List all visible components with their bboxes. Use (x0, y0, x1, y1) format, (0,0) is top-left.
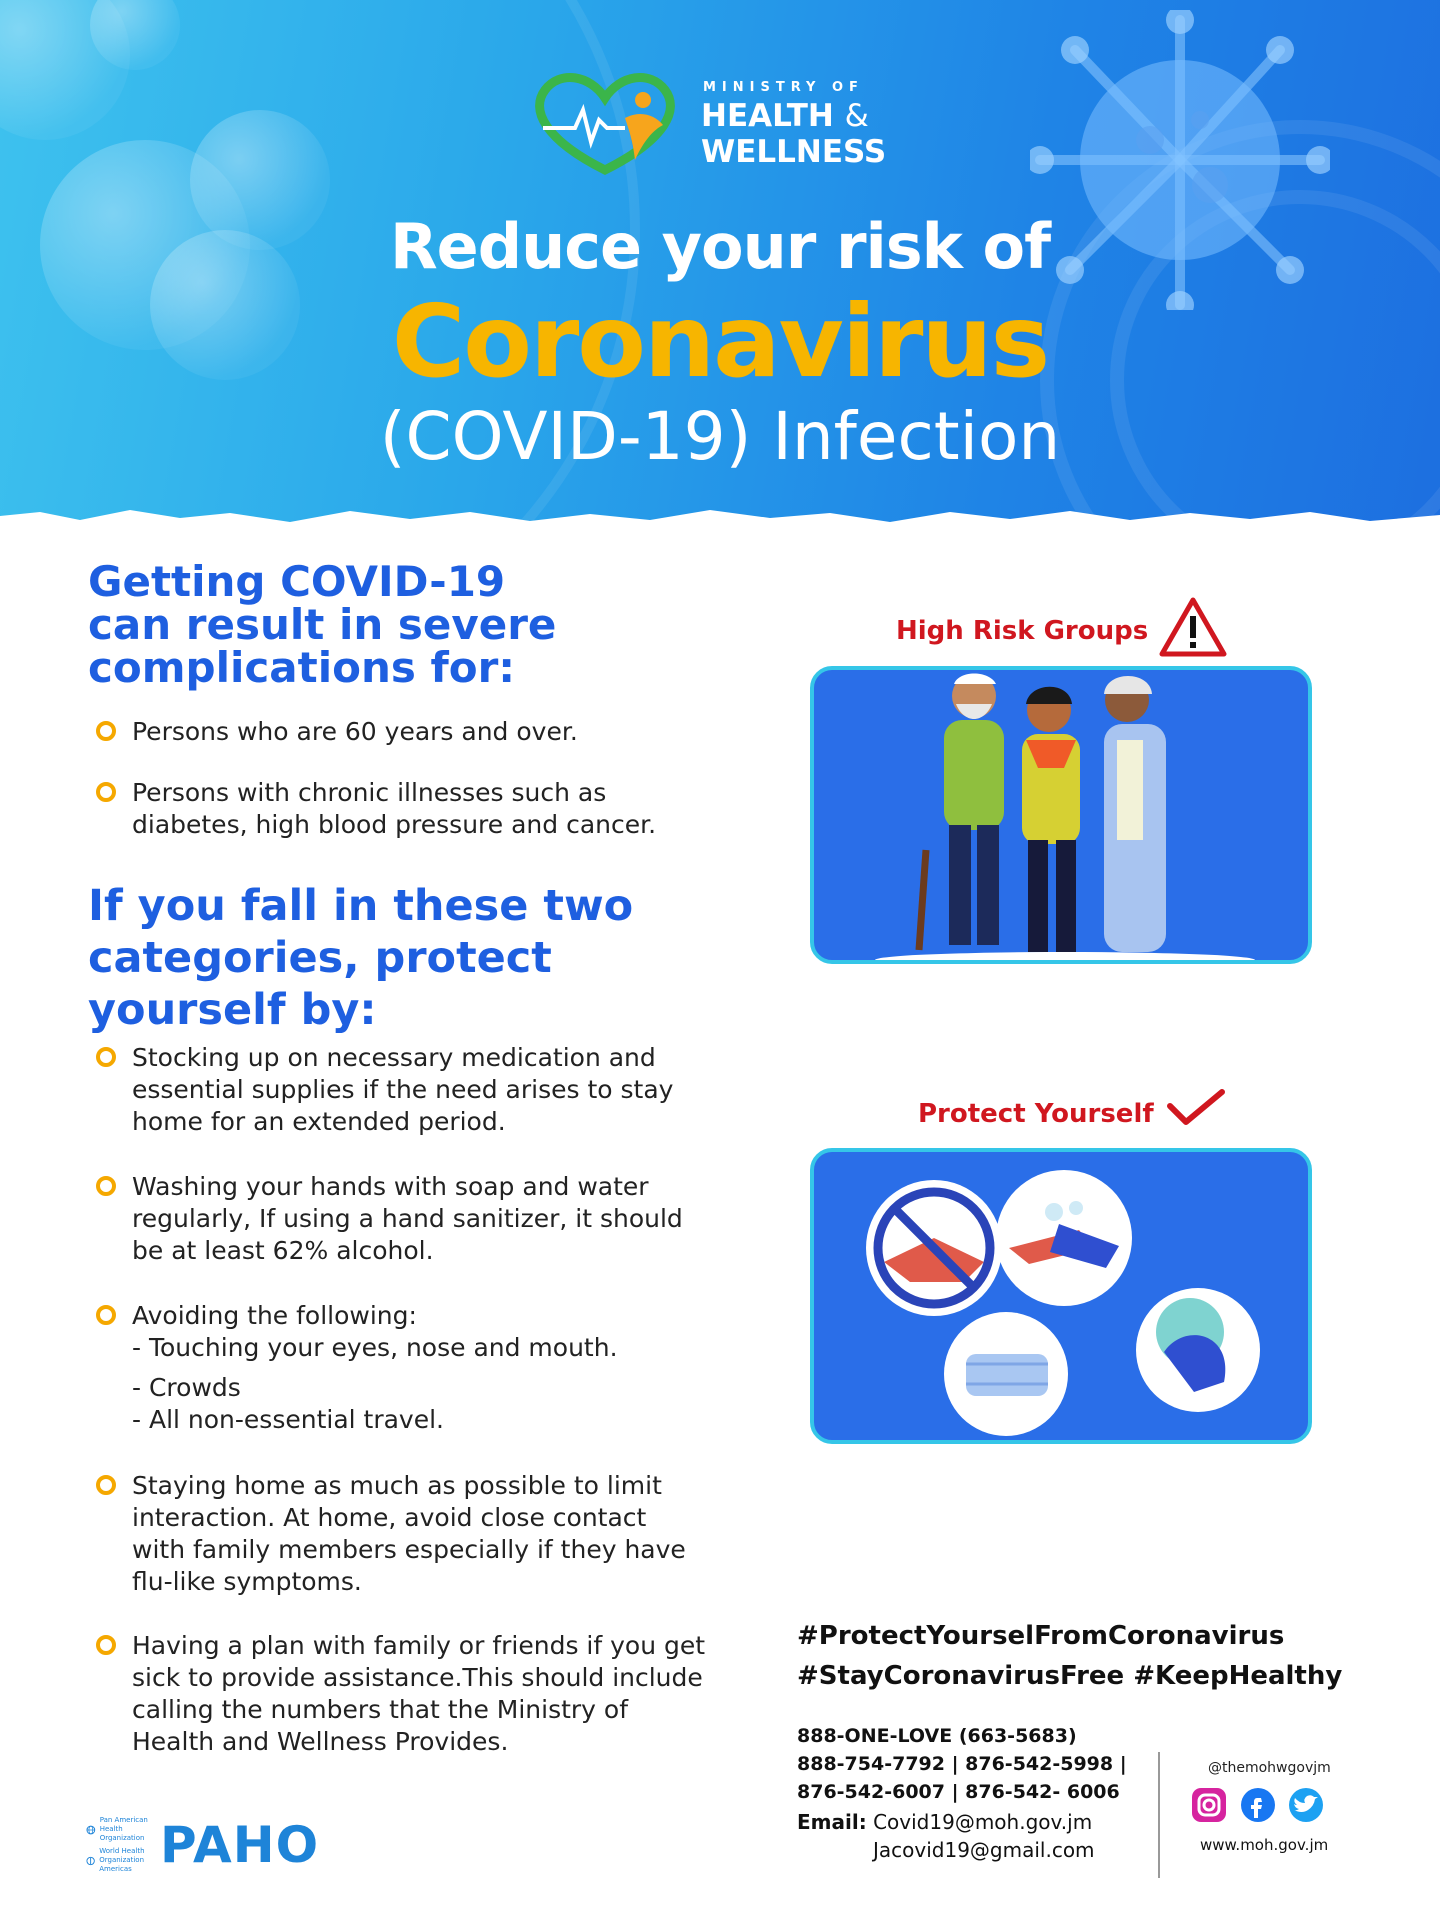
phone-numbers (797, 1722, 1127, 1806)
logo-wellness-word: WELLNESS (701, 134, 887, 170)
list-item-text: essential supplies if the need arises to stay (132, 1075, 674, 1104)
paho-org-name: Pan American Health Organization (99, 1816, 148, 1842)
list-item (96, 777, 736, 841)
list-item-text: - Touching your eyes, nose and mouth. (132, 1333, 618, 1362)
section2-heading-line: yourself by: (88, 985, 377, 1035)
section1-heading-line: complications for: (88, 643, 516, 692)
title-line-2: Coronavirus (391, 283, 1049, 400)
section2-heading-line: categories, protect (88, 933, 552, 983)
bullet-ring-icon (96, 1047, 116, 1067)
warning-icon (1158, 596, 1228, 658)
bullet-ring-icon (96, 721, 116, 741)
logo-health-word: HEALTH (701, 98, 834, 134)
ministry-logo (525, 70, 925, 180)
list-item-text: Washing your hands with soap and water (132, 1172, 649, 1201)
twitter-icon[interactable] (1289, 1788, 1323, 1822)
list-item-text: interaction. At home, avoid close contact (132, 1503, 647, 1532)
title-line-1: Reduce your risk of (389, 210, 1051, 283)
hashtags (797, 1616, 1342, 1696)
list-item-text: - All non-essential travel. (132, 1405, 444, 1434)
bullet-ring-icon (96, 1635, 116, 1655)
heart-logo-icon (525, 70, 685, 180)
logo-health-text (701, 98, 886, 170)
bullet-ring-icon (96, 1305, 116, 1325)
social-icons (1190, 1785, 1330, 1825)
list-item-text: home for an extended period. (132, 1107, 506, 1136)
divider (1158, 1752, 1160, 1878)
list-item-text: Stocking up on necessary medication and (132, 1043, 656, 1072)
torn-edge (0, 482, 1440, 540)
section1-heading (88, 557, 557, 692)
bullet-ring-icon (96, 782, 116, 802)
section1-heading-line: Getting COVID-19 (88, 557, 506, 606)
email-link[interactable]: Jacovid19@gmail.com (873, 1838, 1095, 1862)
email-block (797, 1808, 1095, 1864)
list-item-text: be at least 62% alcohol. (132, 1236, 434, 1265)
logo-ministry-text: MINISTRY OF (703, 80, 864, 95)
list-item-text: - Crowds (132, 1373, 241, 1402)
phone-line: 888-754-7792 | 876-542-5998 | (797, 1753, 1127, 1775)
title-line-3: (COVID-19) Infection (379, 398, 1061, 475)
list-item (96, 1300, 736, 1436)
phone-line: 876-542-6007 | 876-542- 6006 (797, 1781, 1120, 1803)
list-item (96, 1470, 736, 1598)
phone-line: 888-ONE-LOVE (663-5683) (797, 1725, 1077, 1747)
email-label: Email: (797, 1810, 867, 1834)
list-item-text: Avoiding the following: (132, 1301, 417, 1330)
who-org-name: World Health Organization Americas (99, 1847, 145, 1873)
list-item (96, 1042, 736, 1138)
section1-heading-line: can result in severe (88, 600, 557, 649)
website-link[interactable]: www.moh.gov.jm (1200, 1836, 1329, 1854)
globe-icon (86, 1820, 96, 1840)
checkmark-icon (1166, 1088, 1226, 1128)
list-item-text: flu-like symptoms. (132, 1567, 362, 1596)
hashtag-line: #ProtectYourselFromCoronavirus (797, 1621, 1285, 1651)
header-banner (0, 0, 1440, 540)
list-item-text: regularly, If using a hand sanitizer, it should (132, 1204, 683, 1233)
facebook-icon[interactable] (1241, 1788, 1275, 1822)
section2-heading-line: If you fall in these two (88, 881, 634, 931)
who-icon (86, 1851, 95, 1871)
protect-caption: Protect Yourself (918, 1099, 1154, 1129)
list-item (96, 1630, 736, 1758)
risk-group-illustration (814, 670, 1312, 964)
list-item (96, 1171, 736, 1267)
list-item (96, 716, 736, 748)
instagram-icon[interactable] (1192, 1788, 1226, 1822)
list-item-text: with family members especially if they have (132, 1535, 686, 1564)
paho-wordmark: PAHO (160, 1816, 320, 1874)
risk-caption: High Risk Groups (896, 616, 1149, 646)
list-item-text: diabetes, high blood pressure and cancer. (132, 810, 657, 839)
list-item-text: calling the numbers that the Ministry of (132, 1695, 629, 1724)
protect-illustration (814, 1152, 1312, 1444)
list-item-text: sick to provide assistance.This should include (132, 1663, 703, 1692)
paho-small-text (86, 1816, 158, 1874)
list-item-text: Health and Wellness Provides. (132, 1727, 509, 1756)
protect-illustration-panel (810, 1148, 1312, 1444)
email-link[interactable]: Covid19@moh.gov.jm (873, 1810, 1093, 1834)
paho-logo (86, 1814, 386, 1874)
hashtag-line: #StayCoronavirusFree #KeepHealthy (797, 1661, 1343, 1691)
social-handle: @themohwgovjm (1208, 1760, 1331, 1776)
list-item-text: Persons with chronic illnesses such as (132, 778, 607, 807)
list-item-text: Having a plan with family or friends if you get (132, 1631, 706, 1660)
logo-amp: & (844, 98, 869, 134)
section2-heading (88, 880, 633, 1036)
list-item-text: Staying home as much as possible to limit (132, 1471, 662, 1500)
bullet-ring-icon (96, 1475, 116, 1495)
list-item-text: Persons who are 60 years and over. (132, 717, 578, 746)
risk-illustration-panel (810, 666, 1312, 964)
bullet-ring-icon (96, 1176, 116, 1196)
